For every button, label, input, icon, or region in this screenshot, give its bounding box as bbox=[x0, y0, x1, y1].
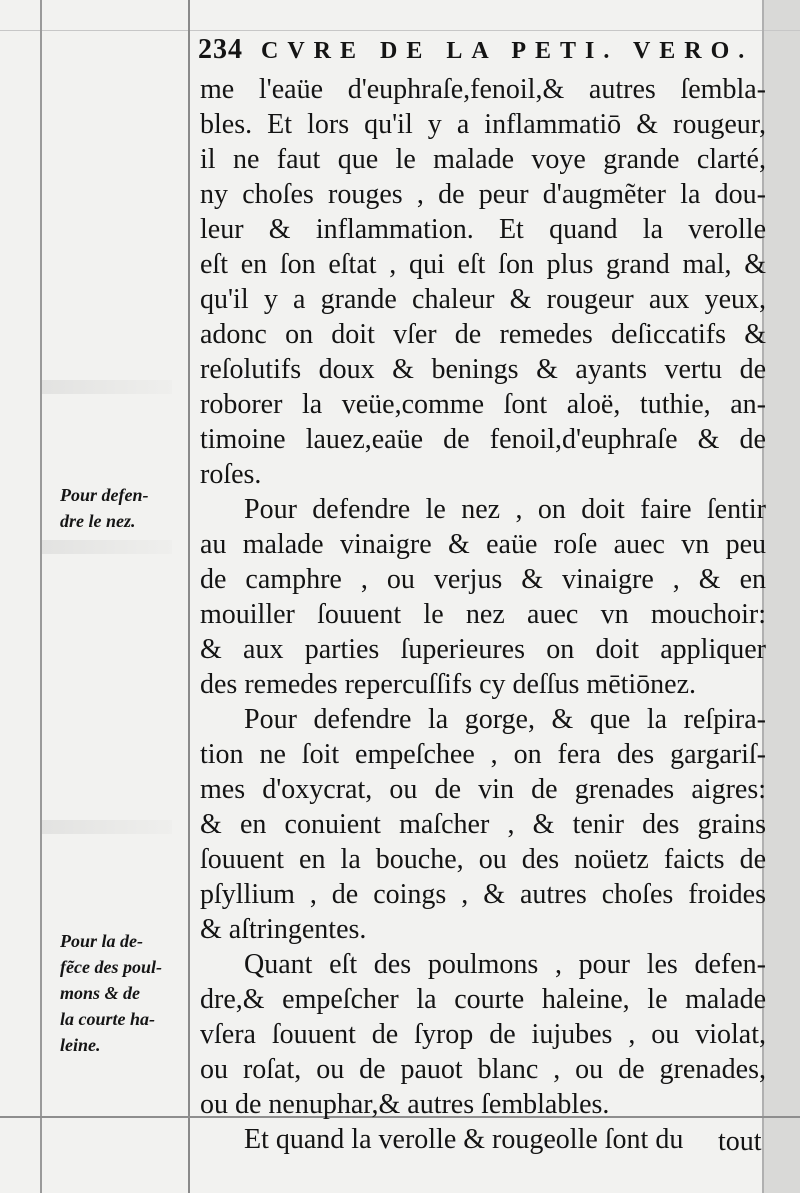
paragraph-start-line: Pour defendre la gorge, & que la reſpira- bbox=[244, 704, 766, 735]
text-line: vſera ſouuent de ſyrop de iujubes , ou violat, bbox=[200, 1019, 766, 1050]
margin-note-line: dre le nez. bbox=[60, 511, 136, 531]
margin-note-line: Pour defen- bbox=[60, 485, 149, 505]
text-line: tion ne ſoit empeſchee , on fera des gargariſ- bbox=[200, 739, 766, 770]
inner-margin-rule bbox=[188, 0, 190, 1193]
margin-note-nose bbox=[60, 482, 188, 534]
outer-margin-rule bbox=[40, 0, 42, 1193]
bleed-through-mark bbox=[42, 540, 172, 554]
text-line: dre,& empeſcher la courte haleine, le malade bbox=[200, 984, 766, 1015]
bleed-through-mark bbox=[42, 380, 172, 394]
running-title: CVRE DE LA PETI. VERO. bbox=[261, 38, 754, 64]
paragraph-start-line: Et quand la verolle & rougeolle ſont du bbox=[244, 1124, 684, 1155]
margin-note-line: la courte ha- bbox=[60, 1009, 156, 1029]
catchword: tout bbox=[718, 1126, 762, 1157]
margin-note-line: Pour la de- bbox=[60, 931, 143, 951]
margin-note-line: fẽce des poul- bbox=[60, 957, 162, 977]
page-gutter-shade bbox=[764, 0, 800, 1193]
text-line: mes d'oxycrat, ou de vin de grenades aigres: bbox=[200, 774, 766, 805]
margin-note-lungs bbox=[60, 928, 188, 1058]
text-line: roborer la veüe,comme ſont aloë, tuthie, an- bbox=[200, 389, 766, 420]
text-line: ſouuent en la bouche, ou des noüetz faicts de bbox=[200, 844, 766, 875]
text-line: ou de nenuphar,& autres ſemblables. bbox=[200, 1089, 610, 1120]
text-line: de camphre , ou verjus & vinaigre , & en bbox=[200, 564, 766, 595]
text-line: timoine lauez,eaüe de fenoil,d'euphraſe & de bbox=[200, 424, 766, 455]
text-line: adonc on doit vſer de remedes deſiccatifs & bbox=[200, 319, 766, 350]
text-line: bles. Et lors qu'il y a inflammatiō & rougeur, bbox=[200, 109, 766, 140]
text-line: & aſtringentes. bbox=[200, 914, 367, 945]
top-rule bbox=[0, 30, 800, 31]
text-line: qu'il y a grande chaleur & rougeur aux yeux, bbox=[200, 284, 766, 315]
main-text-block bbox=[200, 72, 766, 1157]
text-line: roſes. bbox=[200, 459, 262, 490]
text-line: au malade vinaigre & eaüe roſe auec vn peu bbox=[200, 529, 766, 560]
text-line: ny choſes rouges , de peur d'augmẽter la dou- bbox=[200, 179, 766, 210]
text-line: leur & inflammation. Et quand la verolle bbox=[200, 214, 766, 245]
bleed-through-mark bbox=[42, 820, 172, 834]
margin-note-line: leine. bbox=[60, 1035, 101, 1055]
text-line: reſolutifs doux & benings & ayants vertu de bbox=[200, 354, 766, 385]
running-header bbox=[198, 34, 758, 64]
paragraph-start-line: Quant eſt des poulmons , pour les defen- bbox=[244, 949, 766, 980]
text-line: me l'eaüe d'euphraſe,fenoil,& autres ſembla- bbox=[200, 74, 766, 105]
page-number: 234 bbox=[198, 34, 243, 65]
text-line: mouiller ſouuent le nez auec vn mouchoir: bbox=[200, 599, 766, 630]
text-line: des remedes repercuſſifs cy deſſus mētiōnez. bbox=[200, 669, 697, 700]
text-line: ou roſat, ou de pauot blanc , ou de grenades, bbox=[200, 1054, 766, 1085]
paragraph-start-line: Pour defendre le nez , on doit faire ſentir bbox=[244, 494, 766, 525]
text-line: & en conuient maſcher , & tenir des grains bbox=[200, 809, 766, 840]
text-line: & aux parties ſuperieures on doit appliquer bbox=[200, 634, 766, 665]
text-line: eſt en ſon eſtat , qui eſt ſon plus grand mal, & bbox=[200, 249, 766, 280]
text-line: pſyllium , de coings , & autres choſes froides bbox=[200, 879, 766, 910]
margin-note-line: mons & de bbox=[60, 983, 141, 1003]
text-line: il ne faut que le malade voye grande clarté, bbox=[200, 144, 766, 175]
